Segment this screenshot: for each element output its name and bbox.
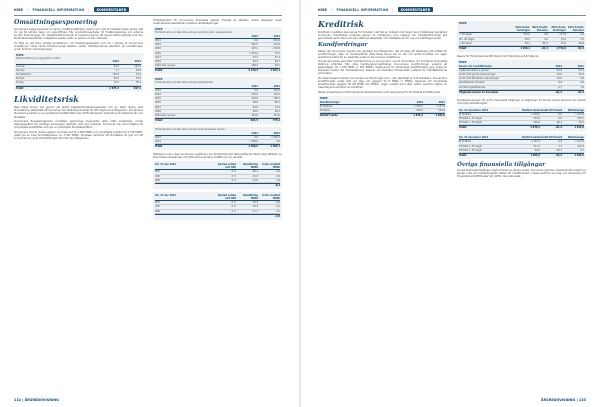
table-row: 2026 99,9 85,1 — [155, 101, 280, 105]
table-total-row: -8,2 — [155, 183, 280, 187]
table-total-row: Totalt 1 288,9 1 284,7 — [155, 145, 280, 149]
heading-likviditetsrisk: Likviditetsrisk — [14, 94, 79, 105]
table-header-row: 2022 2021 — [155, 85, 280, 89]
table-row: Förfallet 1–30 dagar 517,6 -1,3 516,3 — [459, 144, 584, 148]
table-header-row: 2022 2021 — [155, 132, 280, 136]
table-row: 2024 342,5 237,6 — [155, 43, 280, 47]
heading-kreditrisk: Kreditrisk — [318, 19, 364, 29]
table-row: Omräkningsdifferenser -4,7 1,6 — [459, 85, 584, 89]
table-row: 2023 0,0 135,4 — [155, 88, 280, 92]
header-chapter[interactable]: NIBE — [318, 7, 328, 12]
left-columns — [14, 19, 282, 393]
table-header-row: Per 31 dec 2022 Ändrad valuta mot SEK Omsättning MSEK Årets resultat MSEK — [155, 163, 280, 170]
table-row: Under året återförda reserveringar 10,9 8,6 — [459, 77, 584, 81]
table-total-row: Totalt 1 695,0 -52,4 1 642,6 — [459, 153, 584, 157]
table-header-row: Reserv för kreditförluster 2022 2021 — [459, 64, 584, 68]
table-title: MSEK — [16, 53, 24, 57]
table-title: MSEK — [459, 60, 467, 64]
table-row: 2027 84,0 79,2 — [155, 105, 280, 109]
table-subtitle: Nettoomsättning per geografisk område — [16, 56, 61, 60]
table-row: EUR -5 % -82,1 -9,4 — [155, 170, 280, 174]
table-row: Förfallet > 30 dagar 50,0 -50,7 -0,7 — [459, 148, 584, 152]
table-receivables-aging — [457, 21, 586, 52]
heading-kundfordringar: Kundfordringar — [318, 42, 368, 49]
table-row: EUR -5 % -76,3 -8,0 — [155, 201, 280, 205]
table-header-row: Per 31 december 2022 Bokfört värde Avsatt till förlust Nettobelopp — [459, 108, 584, 112]
table-row: Norden 1,7 25,8 — [16, 68, 141, 72]
table-row: Ej förfallet 1 238,1 -0,5 1 237,6 — [459, 112, 584, 116]
table-row: Förfallna 638,1 567,6 — [320, 109, 445, 113]
table-row: Ej förfallna 1 238,1 1 127,4 — [320, 104, 445, 108]
table-row: Sverige 91,2 126,4 — [16, 64, 141, 68]
paragraph: Per balansdagen bedöms koncernens kundfordringar som i allt väsentligt är fullt betalbara. Koncernens kreditförluster under året var låga och uppgick till 8 MSEK (7 MSEK). Reserven för förväntade kreditförluster uppgick till 68 MSEK (52 MSEK). Ingen enskild kund eller sektor bedöms utgöra en väsentlig koncentration av kreditrisk. — [318, 77, 447, 90]
table-row: 2029 eller senare 108,2 46,7 — [155, 64, 280, 68]
right-columns — [318, 19, 586, 393]
table-currency-sensitivity-2022 — [153, 161, 282, 189]
table-header-row: 2022 Kund-fordringar 2022 Kredit-förluster 2021 Kund-fordringar 2021 Kredit-förluster — [459, 26, 584, 33]
table-impairment-2021 — [457, 134, 586, 159]
column-1 — [14, 19, 143, 393]
page-number-title: 132 | ÅRSREDOVISNING — [14, 398, 59, 402]
table-row: USD -5 % -33,5 -3,0 — [155, 174, 280, 178]
table-total-row: Totalt 824,5 775,1 — [155, 119, 280, 123]
table-header-row: 2022 2021 — [16, 60, 141, 64]
table-row: NOK -5 % -11,7 -1,5 — [155, 209, 280, 213]
table-title: MSEK — [155, 28, 163, 32]
table-row: 2025 114,8 106,7 — [155, 97, 280, 101]
table-header-row: Per 31 december 2021 Bokfört värde Avsatt till förlust Nettobelopp — [459, 136, 584, 140]
table-title: MSEK — [320, 96, 328, 100]
page-number-title: ÅRSREDOVISNING | 133 — [541, 398, 586, 402]
table-row: Under året gjorda reserveringar -24,0 -18,3 — [459, 72, 584, 76]
column-3 — [318, 19, 447, 393]
paragraph: Kreditexponeringen för andra finansiella tillgångar är begränsad då likvida medel placeras hos banker med hög kreditvärdighet. — [457, 98, 586, 105]
paragraph: Koncernens likvida medel uppgick vid årets slut till 1 083 MSEK och outnyttjade krediter till 2 758 MSEK, vilket ger en total likviditetsreserv om 3 841 MSEK. Styrelsen bedömer att likviditeten är god och att koncernen har goda förutsättningar att möta sina åtaganden. — [14, 130, 143, 140]
table-credit-loss-reserve — [457, 60, 586, 96]
heading-omsattning: Omsättningsexponering — [14, 19, 98, 26]
table-row: 2024 1 288,9 0,0 — [155, 140, 280, 144]
table-row: 2025 187,1 1 155,8 — [155, 47, 280, 51]
table-total-row: Totalt 2 075,3 617,1 — [16, 86, 141, 90]
table-title: MSEK — [459, 22, 467, 25]
table-header-row: 2022 2021 — [155, 35, 280, 39]
table-revenue-by-region — [14, 53, 143, 92]
table-row: 2029 eller senare 326,4 151,6 — [155, 114, 280, 118]
table-total-row: -3,6 — [155, 214, 280, 218]
table-header-row: Per 31 dec 2021 Ändrad valuta mot SEK Omsättning MSEK Årets resultat MSEK — [155, 193, 280, 200]
table-row: Europa 82,9 35,5 — [16, 77, 141, 81]
right-page — [304, 0, 600, 407]
paragraph: Tabellerna ovan visar koncernens upplåning per förfallotidpunkt. Nedanstående tabell visar effekten av förändrade valutakurser mot SEK på koncernens omsättning och resultat. — [153, 152, 282, 160]
table-row: 2028 66,0 40,1 — [155, 109, 280, 113]
header-chapter[interactable]: NIBE — [14, 7, 24, 12]
table-impairment-2022 — [457, 107, 586, 132]
table-row: Ingående balans 1 januari -52,4 -51,1 — [459, 68, 584, 72]
table-subtitle: Förfallostruktur per New Wave Groups leasingskulder — [155, 80, 214, 84]
table-row: > 90 dagar 58,1 -56,7 15,6 -48,6 — [459, 41, 584, 45]
paragraph: Kreditrisk innefattar exponering för förluster i det fall en motpart inte fullgör sina förpliktelser gentemot koncernen. Kreditrisken hanteras genom en kreditpolicy som reglerar hur kreditbedömningar ska genomföras samt vilka krav som ställs på säkerheter och kreditgränser för nya och befintliga kunder. — [318, 31, 447, 41]
paragraph: New Wave Group har genom ett aktivt kapitalrationaliseringsarbete och en aktiv dialog med finansiärerna säkerställt att koncernen har tillräcklig likviditet för att fullgöra sina åtaganden. Koncernens finansiering består av en syndikerad kreditfacilitet med ett flertal banker samt ett antal bilaterala lån och faciliteter. — [14, 106, 143, 119]
table-row: USD -5 % -29,3 -2,1 — [155, 205, 280, 209]
table-title: MSEK — [155, 78, 163, 82]
table-accounts-receivable — [318, 96, 447, 119]
table-title: Förfallostruktur per New Wave Groups övriga finansiella skulder — [155, 127, 225, 131]
footer-right — [318, 397, 586, 403]
paragraph: Förfallostruktur för koncernens finansiella skulder framgår av tabellen nedan. Beloppen avser odiskonterade kassaflöden inklusive räntebetalningar. — [153, 19, 282, 26]
header-rule — [318, 15, 586, 16]
paragraph: Nedan presenteras kundfordringarnas åldersstruktur samt reservering för förväntade kreditförluster. — [318, 90, 441, 94]
table-row: NOK -5 % -12,8 -1,8 — [155, 178, 280, 182]
table-total-row: Totalt 2 170,3 1 927,1 — [155, 69, 280, 73]
gutter — [299, 0, 301, 407]
table-maturity-borrowing — [153, 27, 282, 74]
table-currency-sensitivity-2021 — [153, 192, 282, 220]
header-section[interactable]: FINANSIELL INFORMATION — [32, 7, 85, 12]
header-active-tab[interactable]: KOMMENTARER — [94, 7, 130, 12]
table-row: 2026 1 379,4 79,7 — [155, 51, 280, 55]
column-4 — [457, 19, 586, 393]
table-total-row: Utgående balans 31 december -61,4 -52,4 — [459, 90, 584, 94]
header-section[interactable]: FINANSIELL INFORMATION — [336, 7, 389, 12]
running-header-left — [14, 5, 282, 14]
table-row: 2023 0,0 264,9 — [155, 38, 280, 42]
table-row: 2024 135,3 104,7 — [155, 93, 280, 97]
table-row: < 30 dagar 531,5 -0,8 517,6 -1,3 — [459, 33, 584, 37]
header-rule — [14, 15, 282, 16]
table-header-row: Kundfordringar 2022 2021 — [320, 100, 445, 104]
footer-left — [14, 397, 282, 403]
table-row: 2028 60,5 60,7 — [155, 59, 280, 63]
running-header-right — [318, 5, 586, 14]
table-maturity-other — [153, 127, 282, 150]
header-separator: | — [392, 7, 394, 12]
table-row: 30 - 90 dagar 48,5 -3,0 34,4 -2,5 — [459, 37, 584, 41]
paragraph: Koncernens bolag genererar en del av omsättningsflödet i valutor som inte är bolagets lokala valuta. Det rör sig till största delen om exportflöden från produktionsenheter till försäljningsbolag och externa kunder. Exponeringen för valutakursförändringar är hanterad genom att kurser säkras löpande mot den förväntade kassaflödet i respektive valuta under en period om tolv månader. — [14, 28, 143, 41]
paragraph: Risken att koncernens kunder inte uppfyller sina åtaganden, det vill säga att betalning inte erhålls för kundfordringar, utgör en kundkreditrisk. New Wave Group har en stor och spridd kundbas och ingen enskild kund står för en väsentlig andel av koncernens omsättning. — [318, 49, 447, 59]
table-maturity-leasing — [153, 77, 282, 124]
header-separator: | — [331, 7, 333, 12]
table-total-row: Totalt 1 938,1 -61,4 1 752,6 -52,4 — [459, 46, 584, 50]
header-active-tab[interactable]: KOMMENTARER — [398, 7, 434, 12]
table-row: 2023 0,0 1 284,7 — [155, 135, 280, 139]
heading-ovriga-finansiella-tillgangar: Övriga finansiella tillgångar — [457, 161, 546, 168]
column-2 — [153, 19, 282, 393]
table-row: 2027 67,3 67,3 — [155, 55, 280, 59]
header-separator: | — [88, 7, 90, 12]
table-row: Övriga 23,1 35,2 — [16, 81, 141, 85]
paragraph: Till följd av det stora antalet produktions- och försäljningsenheter runt om i världen är koncernens omsättning i lokal valuta fördelad enligt tabellen nedan. Valutakursernas påverkan på omsättningen under året har varit begränsad. — [14, 41, 143, 51]
table-row: Ej förfallet 1 127,4 -0,4 1 127,0 — [459, 140, 584, 144]
table-row: Förfallet > 30 dagar 106,6 -60,1 46,5 — [459, 121, 584, 125]
paragraph: Koncernens bolag genomför kreditprövning av sina kunder, varvid information om kundernas finansiella ställning inhämtas från olika kreditupplysningsföretag. Koncernens kundfordringar uppgick på balansdagen till 1 876 MSEK (1 695 MSEK). Reservering för förväntade kreditförluster görs enligt en förenklad metod där förlustreserven baseras på historiska förlustnivåer justerat för framåtblickande information. — [318, 60, 447, 76]
paragraph: Reserv för förväntade kreditförluster har förändrats enligt följande: — [457, 54, 539, 58]
table-row: Nordamerika 718,9 79,5 — [16, 73, 141, 77]
table-subtitle: Förfallostruktur per New Wave Groups upplåning (exkl. leasingskulder) — [155, 31, 233, 34]
paragraph: Koncernens finansieringsavtal innehåller sedvanliga kovenanter vilka mäts kvartalsvis. Under räkenskapsåret har samtliga kovenanter uppfyllts med god marginal. Koncernen har även tillgång till outnyttjade kreditlöften som ger en ytterligare likviditetsbuffert. — [14, 120, 143, 130]
paragraph: Övriga finansiella tillgångar utgörs främst av likvida medel. Koncernen placerar endast likvida medel hos banker med god kreditvärdighet. Risken för kreditförluster i dessa bedöms som låg och reservering för förväntade kreditförluster har därför inte redovisats. — [457, 169, 586, 179]
left-page — [0, 0, 296, 407]
table-row: Konstaterade förluster 8,8 6,8 — [459, 81, 584, 85]
table-total-row: Totalt 1 876,2 -61,4 1 814,8 — [459, 126, 584, 130]
table-row: Förfallet 1–30 dagar 531,5 -0,8 530,7 — [459, 117, 584, 120]
header-separator: | — [27, 7, 29, 12]
table-total-row: Bokfört värde 1 876,2 1 695,0 — [320, 114, 445, 118]
